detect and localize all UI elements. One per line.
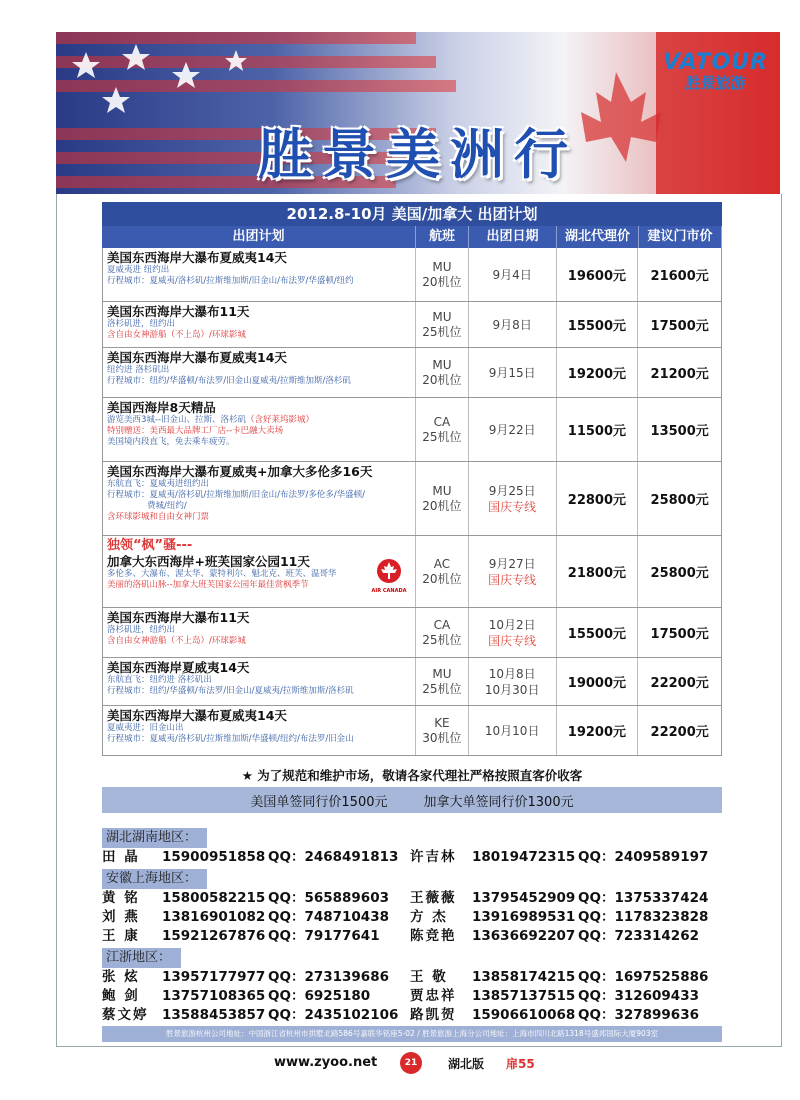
contact-name: 刘 燕 xyxy=(102,909,140,925)
tour-name: 加拿大东西海岸+班芙国家公园11天 xyxy=(107,554,310,569)
tour-info xyxy=(103,706,416,755)
tour-detail: 洛杉矶进，纽约出 xyxy=(107,625,176,635)
us-visa-price: 美国单签同行价1500元 xyxy=(250,794,388,810)
logo-english: VATOUR xyxy=(663,50,768,75)
contact-qq: QQ：565889603 xyxy=(268,890,389,906)
tour-highlight: 含自由女神游船（不上岛）/环球影城 xyxy=(107,636,246,646)
table-row xyxy=(102,658,722,706)
table-row xyxy=(102,462,722,536)
departure-date: 9月8日 xyxy=(492,317,532,332)
flight-cell xyxy=(416,536,469,607)
agent-price: 19200元 xyxy=(557,706,639,755)
departure-date: 9月22日 xyxy=(488,422,536,437)
region-label: 湖北湖南地区： xyxy=(102,828,207,848)
tour-highlight: 美丽的洛矶山脉--加拿大班芙国家公园年最佳赏枫季节 xyxy=(107,580,309,590)
contact-line xyxy=(102,889,722,908)
header-date: 出团日期 xyxy=(469,226,557,248)
contact-qq: QQ：748710438 xyxy=(268,909,389,925)
tour-detail: 洛杉矶进，纽约出 xyxy=(107,319,176,329)
contact-name: 黄 铭 xyxy=(102,890,140,906)
contact-name: 贾忠祥 xyxy=(410,988,457,1004)
contact-qq: QQ：327899636 xyxy=(578,1007,699,1023)
contact-qq: QQ：2409589197 xyxy=(578,849,709,865)
contact-qq: QQ：79177641 xyxy=(268,928,380,944)
agent-price: 15500元 xyxy=(557,608,639,657)
date-cell xyxy=(469,248,557,301)
departure-date: 10月8日 xyxy=(488,666,536,681)
tour-detail: 多伦多、大瀑布、渥太华、蒙特利尔、魁北克、班芙、温哥华 xyxy=(107,569,337,579)
edition-label: 湖北版 xyxy=(448,1057,485,1071)
notice-text: 为了规范和维护市场，敬请各家代理社严格按照直客价收客 xyxy=(257,768,583,783)
tour-name: 美国东西海岸大瀑布11天 xyxy=(107,610,250,625)
seats: 25机位 xyxy=(422,681,462,696)
table-row xyxy=(102,248,722,302)
seats: 25机位 xyxy=(422,632,462,647)
seats: 20机位 xyxy=(422,571,462,586)
contact-phone: 13858174215 xyxy=(472,969,576,985)
tour-detail: 行程城市：夏威夷/洛杉矶/拉斯维加斯/华盛顿/纽约/布法罗/旧金山 xyxy=(107,734,354,744)
retail-price: 22200元 xyxy=(650,676,709,691)
page-number: 扉55 xyxy=(506,1057,535,1071)
departure-date: 9月4日 xyxy=(492,267,532,282)
flight-cell xyxy=(416,248,469,301)
retail-price: 25800元 xyxy=(650,493,709,508)
retail-price: 22200元 xyxy=(650,725,709,740)
tour-detail xyxy=(107,415,411,426)
tour-detail: 行程城市：夏威夷/洛杉矶/拉斯维加斯/旧金山/布法罗/华盛顿/纽约 xyxy=(107,276,354,286)
header-agent-price: 湖北代理价 xyxy=(557,226,639,248)
contact-name: 许吉林 xyxy=(410,849,457,865)
logo-chinese: 胜景旅游 xyxy=(685,74,746,92)
contact-phone: 13957177977 xyxy=(162,969,266,985)
national-day-tag: 国庆专线 xyxy=(488,499,537,514)
flight-cell xyxy=(416,462,469,535)
agent-price: 22800元 xyxy=(557,462,639,535)
tour-detail: 行程城市：夏威夷/洛杉矶/拉斯维加斯/旧金山/布法罗/多伦多/华盛顿/ xyxy=(107,490,366,500)
retail-price: 21600元 xyxy=(650,269,709,284)
visa-price-bar xyxy=(102,787,722,813)
flight-cell xyxy=(416,348,469,397)
tour-detail: 行程城市：纽约/华盛顿/布法罗/旧金山/夏威夷/拉斯维加斯/洛杉矶 xyxy=(107,686,354,696)
date-cell xyxy=(469,462,557,535)
tour-name: 美国东西海岸大瀑布11天 xyxy=(107,304,250,319)
flight-cell xyxy=(416,658,469,705)
contact-line xyxy=(102,927,722,946)
contact-qq: QQ：273139686 xyxy=(268,969,389,985)
retail-price: 17500元 xyxy=(650,627,709,642)
airline: MU xyxy=(432,309,452,324)
address-bar: 胜景旅游杭州公司地址：中国浙江省杭州市拱墅北路586号嘉联华铭座5-02 / 胜景旅游上海分公司地址：上海市四川北路1318号盛邦国际大厦903室 xyxy=(102,1026,722,1042)
table-row xyxy=(102,608,722,658)
tour-detail: 纽约进 洛杉矶出 xyxy=(107,365,170,375)
schedule-title: 2012.8-10月 美国/加拿大 出团计划 xyxy=(102,202,722,226)
departure-date: 9月15日 xyxy=(488,365,536,380)
airline: AC xyxy=(433,556,451,571)
edition-badge-icon: 21 xyxy=(400,1052,422,1074)
region-label: 安徽上海地区： xyxy=(102,869,207,889)
schedule-table xyxy=(102,202,722,756)
tour-highlight: （含好莱坞影城） xyxy=(246,415,315,425)
departure-date: 10月2日 xyxy=(488,617,536,632)
contact-name: 王 敬 xyxy=(410,969,448,985)
company-logo xyxy=(663,50,768,93)
contact-phone: 13795452909 xyxy=(472,890,576,906)
date-cell xyxy=(469,536,557,607)
website-link[interactable]: www.zyoo.net xyxy=(274,1055,378,1070)
seats: 20机位 xyxy=(422,274,462,289)
national-day-tag: 国庆专线 xyxy=(488,572,537,587)
tour-info xyxy=(103,462,416,535)
contact-name: 蔡文婷 xyxy=(102,1007,149,1023)
table-row xyxy=(102,398,722,462)
airline: KE xyxy=(434,715,450,730)
contact-name: 方 杰 xyxy=(410,909,448,925)
contact-phone: 13857137515 xyxy=(472,988,576,1004)
flight-cell xyxy=(416,302,469,347)
table-header xyxy=(102,226,722,248)
departure-date: 9月27日 xyxy=(488,556,536,571)
airline: CA xyxy=(433,617,451,632)
contact-qq: QQ：312609433 xyxy=(578,988,699,1004)
header-plan: 出团计划 xyxy=(102,226,416,248)
tour-detail: 夏威夷进 纽约出 xyxy=(107,265,170,275)
retail-price: 17500元 xyxy=(650,319,709,334)
flight-cell xyxy=(416,398,469,461)
air-canada-logo xyxy=(369,558,409,594)
date-cell xyxy=(469,302,557,347)
tour-info xyxy=(103,348,416,397)
contact-phone: 13588453857 xyxy=(162,1007,266,1023)
agent-price: 15500元 xyxy=(557,302,639,347)
tour-detail: 东航直飞：夏威夷进纽约出 xyxy=(107,479,210,489)
tour-detail: 费城/纽约/ xyxy=(147,501,187,511)
contact-line xyxy=(102,968,722,987)
contact-phone: 15900951858 xyxy=(162,849,266,865)
retail-price: 21200元 xyxy=(650,367,709,382)
tour-name: 美国东西海岸夏威夷14天 xyxy=(107,660,250,675)
tour-info xyxy=(103,658,416,705)
table-row xyxy=(102,348,722,398)
contact-qq: QQ：2435102106 xyxy=(268,1007,399,1023)
contact-name: 王 康 xyxy=(102,928,140,944)
flight-cell xyxy=(416,608,469,657)
canada-visa-price: 加拿大单签同行价1300元 xyxy=(423,794,574,810)
tour-info xyxy=(103,248,416,301)
tour-info xyxy=(103,536,416,607)
contact-name: 鲍 剑 xyxy=(102,988,140,1004)
retail-price: 13500元 xyxy=(650,424,709,439)
agent-price: 19600元 xyxy=(557,248,639,301)
table-row xyxy=(102,302,722,348)
seats: 25机位 xyxy=(422,429,462,444)
airline: MU xyxy=(432,259,452,274)
airline: MU xyxy=(432,357,452,372)
contact-phone: 18019472315 xyxy=(472,849,576,865)
contact-phone: 13816901082 xyxy=(162,909,266,925)
tour-name: 美国西海岸8天精品 xyxy=(107,400,216,415)
tour-highlight: 含自由女神游船（不上岛）/环球影城 xyxy=(107,330,246,340)
tour-detail: 美国境内段直飞，免去乘车疲劳。 xyxy=(107,437,235,447)
airline: MU xyxy=(432,483,452,498)
header-flight: 航班 xyxy=(416,226,469,248)
maple-leaf-icon xyxy=(376,558,402,584)
exclusive-tag: 独领“枫”骚--- xyxy=(107,538,193,553)
departure-date: 10月10日 xyxy=(484,723,540,738)
departure-date: 9月25日 xyxy=(488,483,536,498)
tour-detail: 行程城市：纽约/华盛顿/布法罗/旧金山夏威夷/拉斯维加斯/洛杉矶 xyxy=(107,376,351,386)
tour-highlight: 特别赠送：美西最大品牌工厂店--卡巴融大卖场 xyxy=(107,426,284,436)
contact-line xyxy=(102,848,722,867)
tour-name: 美国东西海岸大瀑布夏威夷14天 xyxy=(107,708,287,723)
date-cell xyxy=(469,706,557,755)
airline-name: AIR CANADA xyxy=(371,588,407,594)
contact-phone: 13636692207 xyxy=(472,928,576,944)
date-cell xyxy=(469,348,557,397)
contact-phone: 15800582215 xyxy=(162,890,266,906)
seats: 20机位 xyxy=(422,498,462,513)
contact-qq: QQ：723314262 xyxy=(578,928,699,944)
seats: 20机位 xyxy=(422,372,462,387)
contacts-section xyxy=(102,826,722,1025)
region-label: 江浙地区： xyxy=(102,948,181,968)
tour-name: 美国东西海岸大瀑布夏威夷14天 xyxy=(107,350,287,365)
tour-detail: 东航直飞：纽约进 洛杉矶出 xyxy=(107,675,212,685)
contact-line xyxy=(102,1006,722,1025)
retail-price: 25800元 xyxy=(650,566,709,581)
contact-phone: 13916989531 xyxy=(472,909,576,925)
date-cell xyxy=(469,398,557,461)
date-cell xyxy=(469,608,557,657)
tour-detail-text: 游览美西3城--旧金山、拉斯、洛杉矶 xyxy=(107,415,247,425)
contact-name: 路凯贺 xyxy=(410,1007,457,1023)
contact-name: 张 炫 xyxy=(102,969,140,985)
header-retail-price: 建议门市价 xyxy=(639,226,722,248)
contact-name: 陈竞艳 xyxy=(410,928,457,944)
tour-info xyxy=(103,302,416,347)
date-cell xyxy=(469,658,557,705)
price-notice xyxy=(102,766,722,784)
agent-price: 11500元 xyxy=(557,398,639,461)
airline: MU xyxy=(432,666,452,681)
tour-info xyxy=(103,398,416,461)
agent-price: 19000元 xyxy=(557,658,639,705)
table-row xyxy=(102,536,722,608)
page-footer xyxy=(0,1052,800,1076)
star-icon: ★ xyxy=(241,768,258,783)
contact-name: 王薇薇 xyxy=(410,890,457,906)
contact-line xyxy=(102,987,722,1006)
contact-phone: 15906610068 xyxy=(472,1007,576,1023)
seats: 25机位 xyxy=(422,324,462,339)
contact-line xyxy=(102,908,722,927)
contact-qq: QQ：1375337424 xyxy=(578,890,709,906)
seats: 30机位 xyxy=(422,730,462,745)
departure-date: 10月30日 xyxy=(484,682,540,697)
contact-qq: QQ：2468491813 xyxy=(268,849,399,865)
page-title: 胜景美洲行 xyxy=(258,122,578,186)
contact-qq: QQ：1178323828 xyxy=(578,909,709,925)
tour-info xyxy=(103,608,416,657)
contact-name: 田 晶 xyxy=(102,849,140,865)
tour-name: 美国东西海岸大瀑布夏威夷+加拿大多伦多16天 xyxy=(107,464,373,479)
contact-phone: 15921267876 xyxy=(162,928,266,944)
flight-cell xyxy=(416,706,469,755)
tour-highlight: 含环球影城和自由女神门票 xyxy=(107,512,210,522)
tour-detail: 夏威夷进；旧金山出 xyxy=(107,723,184,733)
contact-qq: QQ：1697525886 xyxy=(578,969,709,985)
agent-price: 21800元 xyxy=(557,536,639,607)
table-row xyxy=(102,706,722,756)
contact-phone: 13757108365 xyxy=(162,988,266,1004)
agent-price: 19200元 xyxy=(557,348,639,397)
airline: CA xyxy=(433,414,451,429)
national-day-tag: 国庆专线 xyxy=(488,633,537,648)
contact-qq: QQ：6925180 xyxy=(268,988,371,1004)
banner xyxy=(56,32,780,194)
tour-name: 美国东西海岸大瀑布夏威夷14天 xyxy=(107,250,287,265)
